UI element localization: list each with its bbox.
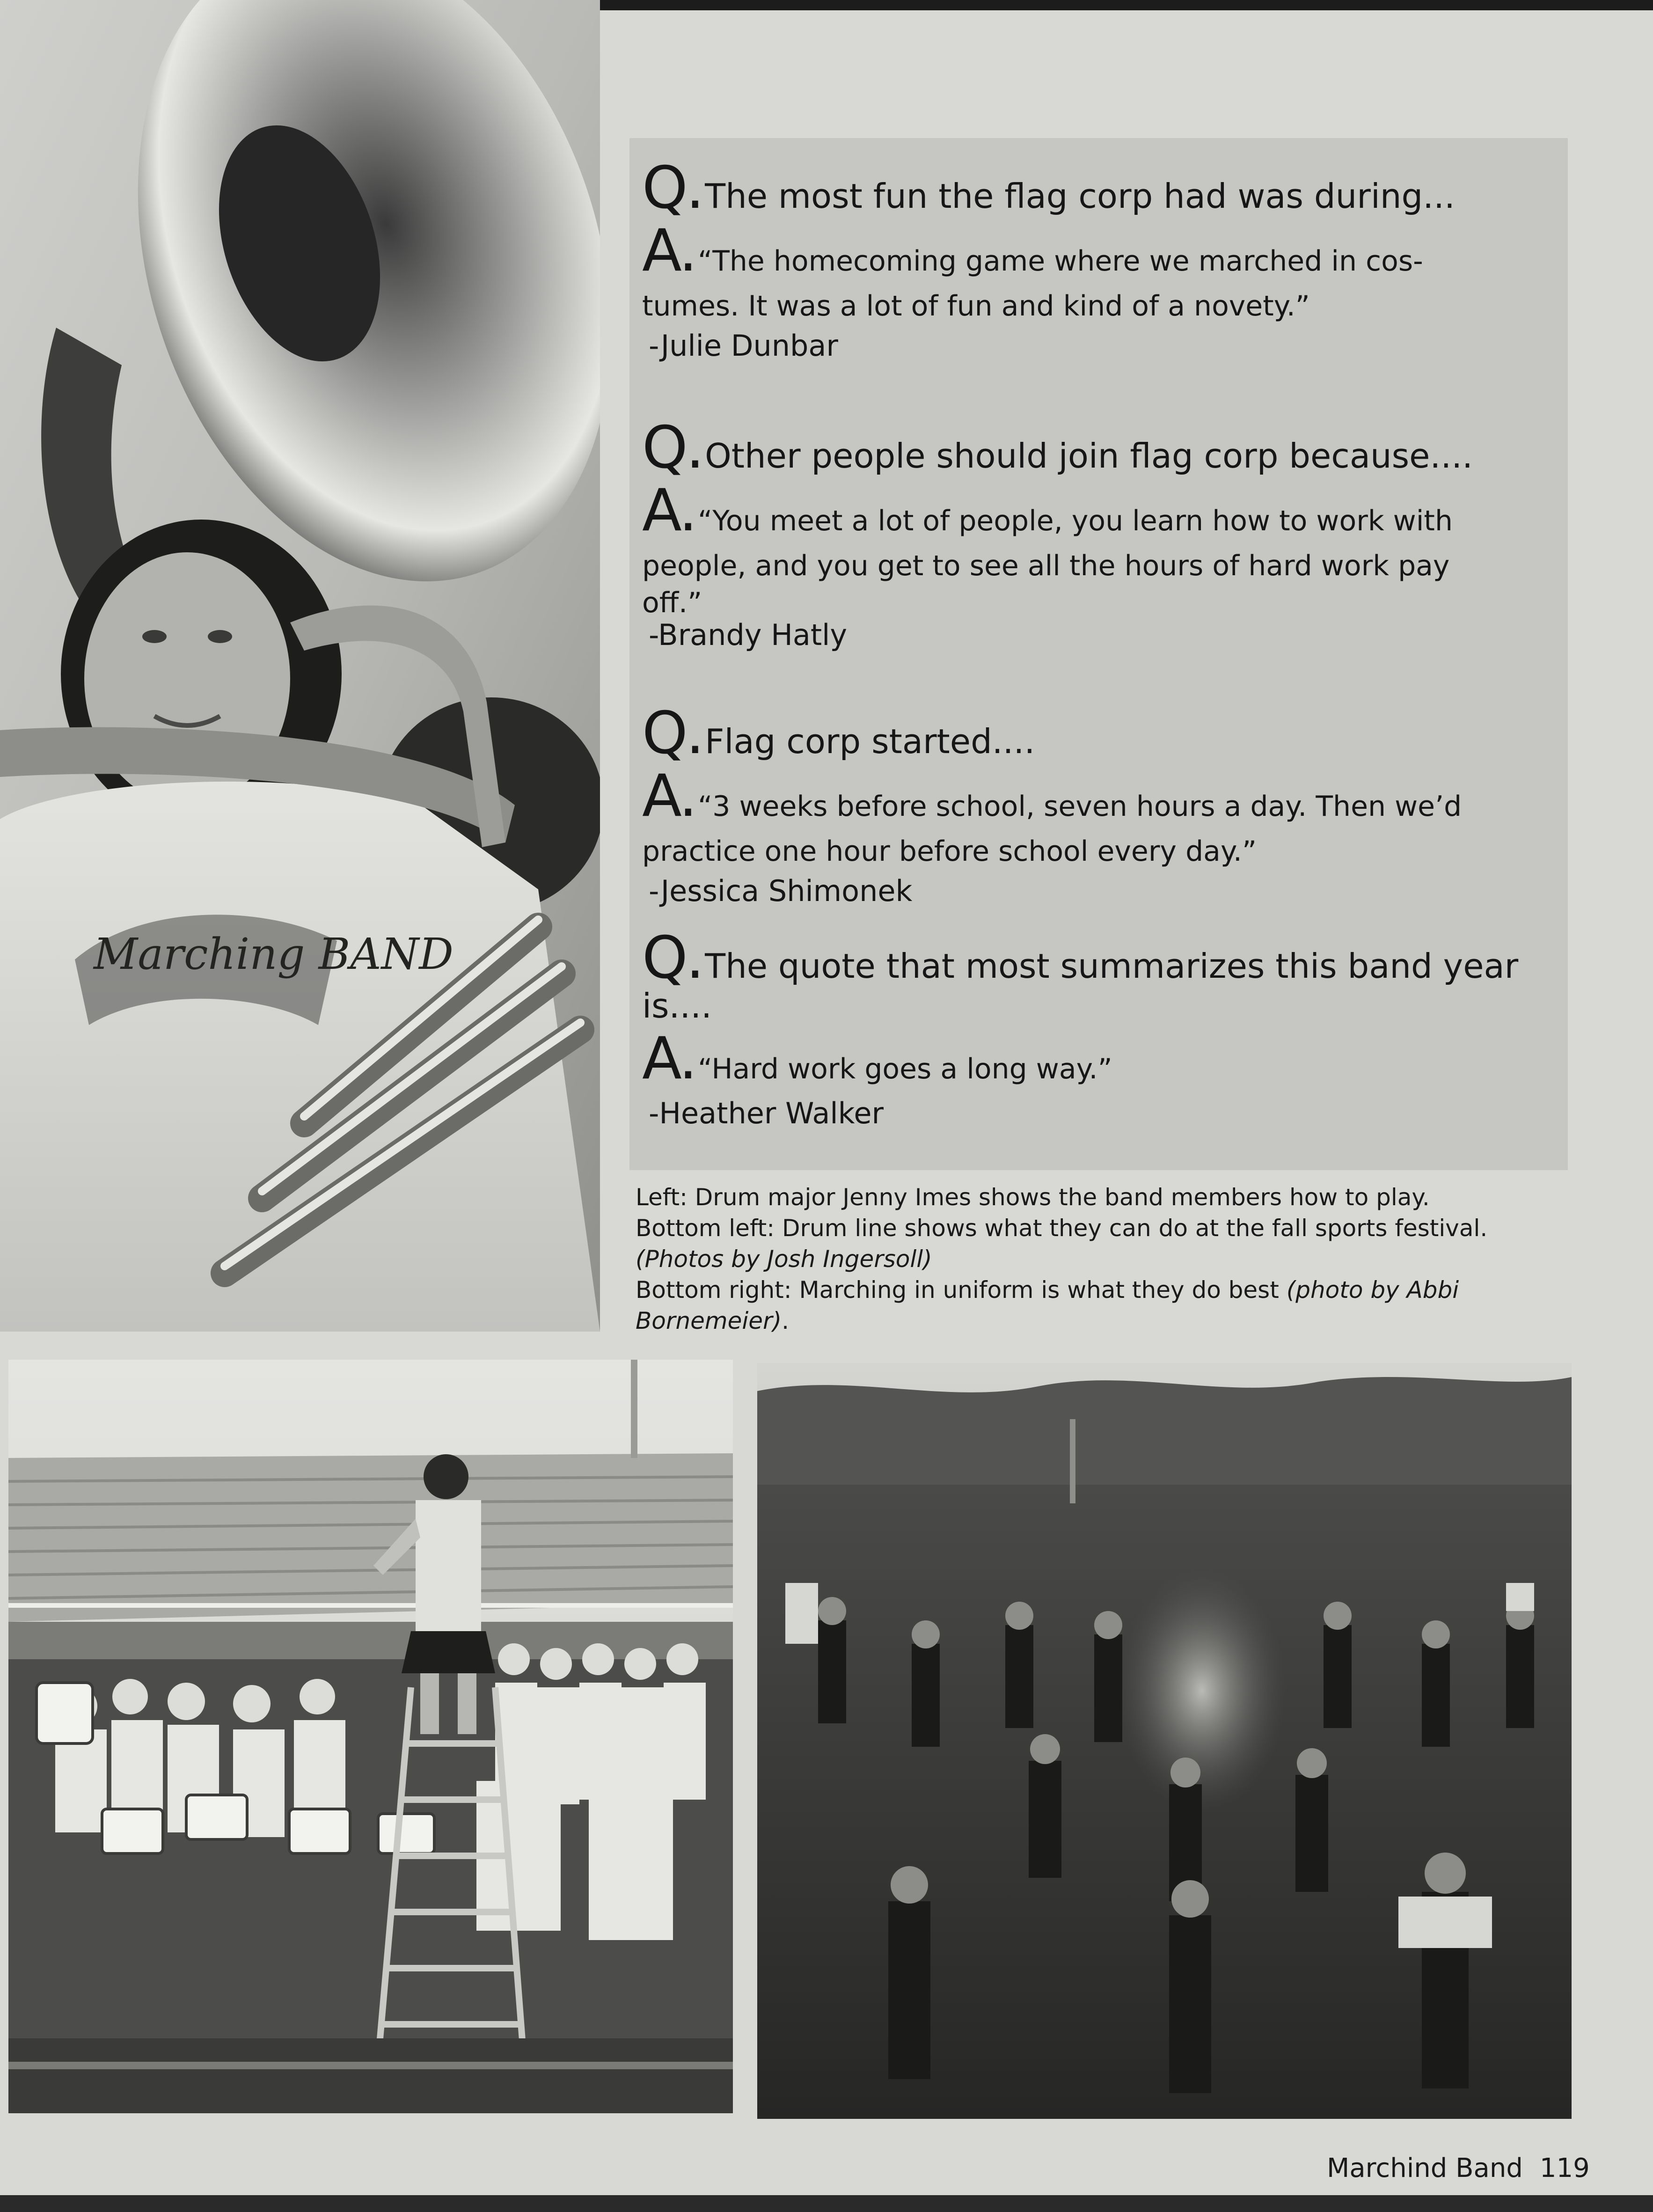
question bbox=[642, 700, 1555, 767]
answer-author: -Heather Walker bbox=[649, 1096, 884, 1130]
caption-line bbox=[636, 1274, 1567, 1305]
answer-line: “You meet a lot of people, you learn how to work with bbox=[698, 505, 1453, 537]
answer-line: people, and you get to see all the hours of hard work pay bbox=[642, 549, 1450, 582]
q-letter: Q. bbox=[642, 924, 703, 992]
answer-line: “Hard work goes a long way.” bbox=[698, 1052, 1112, 1085]
answer-line: tumes. It was a lot of fun and kind of a novety.” bbox=[642, 290, 1310, 322]
shirt-logo-text: Marching BAND bbox=[94, 929, 453, 979]
question bbox=[642, 154, 1555, 222]
answer-line: “The homecoming game where we marched in cos- bbox=[698, 245, 1423, 278]
caption-text: Bottom right: Marching in uniform is what they do best bbox=[636, 1276, 1287, 1304]
question bbox=[642, 924, 1555, 1025]
a-letter: A. bbox=[642, 217, 696, 285]
a-letter: A. bbox=[642, 762, 696, 830]
question-text: is.... bbox=[642, 986, 712, 1025]
answer-line: off.” bbox=[642, 586, 702, 619]
photo-drum-line bbox=[8, 1360, 733, 2113]
qa-item-2 bbox=[642, 414, 1555, 652]
answer bbox=[642, 217, 1555, 329]
question bbox=[642, 414, 1555, 482]
caption-line: Left: Drum major Jenny Imes shows the band members how to play. bbox=[636, 1184, 1430, 1211]
answer bbox=[642, 762, 1555, 874]
answer-author: -Brandy Hatly bbox=[649, 618, 848, 652]
qa-item-3 bbox=[642, 700, 1555, 908]
answer-line: “3 weeks before school, seven hours a day. Then we’d bbox=[698, 790, 1462, 823]
qa-item-1 bbox=[642, 154, 1555, 363]
section-name: Marchind Band bbox=[1327, 2153, 1523, 2183]
caption-line bbox=[636, 1305, 1567, 1336]
question-text: Flag corp started.... bbox=[705, 722, 1035, 761]
question-text: The most fun the flag corp had was during... bbox=[705, 176, 1455, 216]
photo-credit: (photo by Abbi bbox=[1286, 1276, 1459, 1304]
answer bbox=[642, 1025, 1555, 1092]
question-text: Other people should join flag corp because.... bbox=[705, 436, 1473, 476]
answer bbox=[642, 477, 1555, 619]
q-letter: Q. bbox=[642, 154, 703, 222]
photo-caption bbox=[636, 1182, 1567, 1336]
scan-bottom-edge bbox=[0, 2195, 1653, 2212]
question-text: The quote that most summarizes this band year bbox=[705, 946, 1519, 986]
page-number: 119 bbox=[1539, 2153, 1590, 2183]
a-letter: A. bbox=[642, 1025, 696, 1092]
q-letter: Q. bbox=[642, 700, 703, 767]
a-letter: A. bbox=[642, 477, 696, 544]
photo-credit: (Photos by Josh Ingersoll) bbox=[636, 1245, 932, 1273]
photo-marching-field bbox=[757, 1363, 1572, 2119]
answer-line: practice one hour before school every day.” bbox=[642, 835, 1257, 868]
q-letter: Q. bbox=[642, 414, 703, 482]
caption-text: . bbox=[782, 1307, 789, 1334]
page-folio bbox=[1327, 2153, 1590, 2183]
caption-line: Bottom left: Drum line shows what they can do at the fall sports festival. bbox=[636, 1215, 1488, 1242]
answer-author: -Julie Dunbar bbox=[649, 329, 838, 363]
answer-author: -Jessica Shimonek bbox=[649, 874, 913, 908]
qa-item-4 bbox=[642, 924, 1555, 1131]
photo-credit: Bornemeier) bbox=[636, 1307, 782, 1334]
photo-sousaphone-player bbox=[0, 0, 600, 1332]
